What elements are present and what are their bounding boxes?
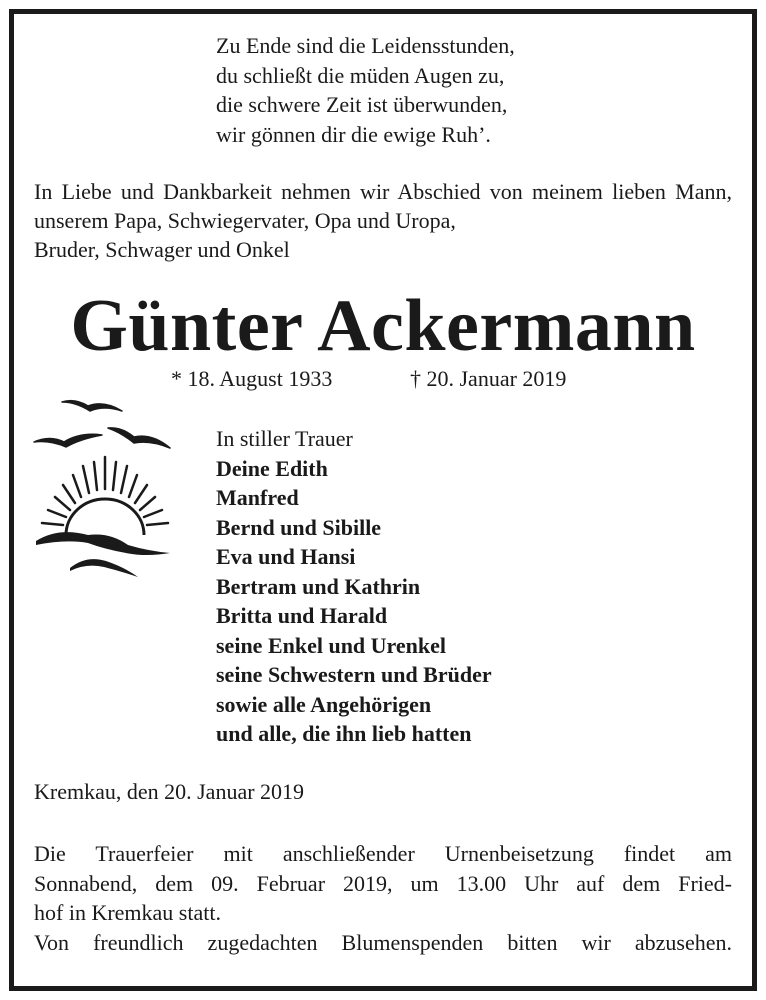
intro-text <box>34 177 732 264</box>
place-date: Kremkau, den 20. Januar 2019 <box>34 779 305 804</box>
service-line: Die Trauerfeier mit anschließender Urnenbeisetzung findet am <box>34 841 732 866</box>
mourner: sowie alle Angehörigen <box>216 691 432 717</box>
mourner: Britta und Harald <box>216 603 388 628</box>
poem <box>216 31 515 149</box>
poem-line: Zu Ende sind die Leidensstunden, <box>216 33 515 58</box>
service-line: Sonnabend, dem 09. Februar 2019, um 13.00 Uhr auf dem Fried- <box>34 870 732 896</box>
service-line: hof in Kremkau statt. <box>34 900 221 925</box>
mourner: seine Enkel und Urenkel <box>216 632 447 658</box>
poem-line: wir gönnen dir die ewige Ruh’. <box>216 121 491 147</box>
mourner: und alle, die ihn lieb hatten <box>216 721 472 746</box>
mourner: Manfred <box>216 485 299 510</box>
mourner: Bertram und Kathrin <box>216 573 421 599</box>
intro-line: Bruder, Schwager und Onkel <box>34 237 290 262</box>
service-line: Von freundlich zugedachten Blumenspenden bitten wir abzusehen. <box>34 929 732 955</box>
mourners-list <box>216 424 492 749</box>
death-date: † 20. Januar 2019 <box>410 366 567 391</box>
deceased-name: Günter Ackermann <box>70 285 696 367</box>
intro-line: In Liebe und Dankbarkeit nehmen wir Abschied von meinem <box>34 179 603 204</box>
intro-line: lieben Mann, unserem Papa, Schwiegervater, Opa und Uropa, <box>34 179 732 233</box>
poem-line: du schließt die müden Augen zu, <box>216 62 505 88</box>
mourner: Deine Edith <box>216 455 328 481</box>
mourner: Bernd und Sibille <box>216 514 382 540</box>
poem-line: die schwere Zeit ist überwunden, <box>216 92 508 117</box>
birds-sunset-emblem-icon <box>30 395 180 585</box>
mourner: seine Schwestern und Brüder <box>216 662 492 687</box>
birth-date: * 18. August 1933 <box>171 366 333 391</box>
mourners-intro: In stiller Trauer <box>216 426 353 451</box>
service-info <box>34 839 732 957</box>
mourner: Eva und Hansi <box>216 544 356 569</box>
